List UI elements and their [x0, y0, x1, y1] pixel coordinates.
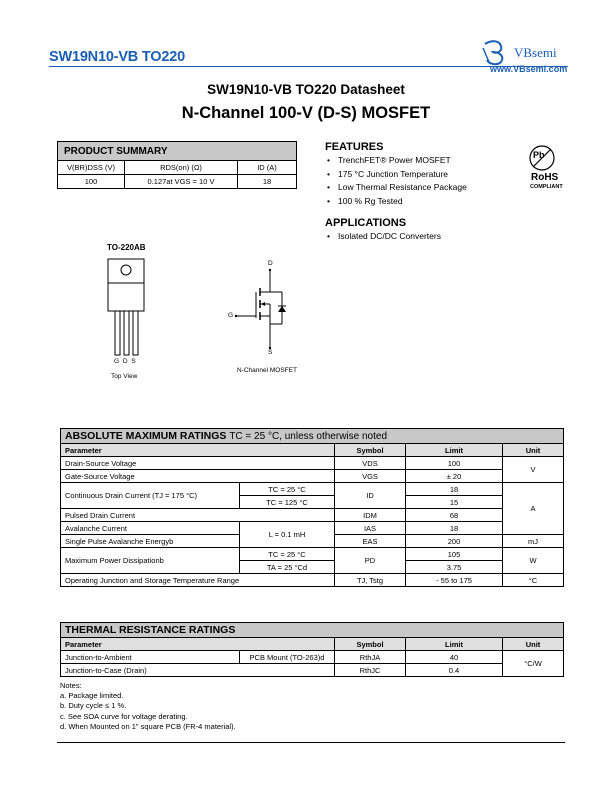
- to220-package-icon: [107, 258, 147, 358]
- row-limit: 18: [406, 522, 503, 535]
- schematic-g-label: G: [228, 312, 234, 319]
- row-condition: TC = 25 °C: [240, 483, 335, 496]
- row-symbol: RthJA: [335, 651, 406, 664]
- row-limit: 3.75: [406, 561, 503, 574]
- feature-item: • Low Thermal Resistance Package: [325, 182, 467, 196]
- table-row: [61, 457, 564, 470]
- row-limit: ± 20: [406, 470, 503, 483]
- row-unit: W: [503, 548, 564, 574]
- amr-heading-cond: TC = 25 °C, unless otherwise noted: [229, 431, 388, 442]
- row-param: Junction-to-Case (Drain): [61, 664, 335, 677]
- n-channel-mosfet-symbol-icon: [234, 268, 294, 350]
- application-item: • Isolated DC/DC Converters: [325, 231, 441, 245]
- schematic-d-label: D: [268, 260, 273, 267]
- row-symbol: TJ, Tstg: [335, 574, 406, 587]
- table-row: [61, 470, 564, 483]
- row-limit: 0.4: [406, 664, 503, 677]
- row-param: Continuous Drain Current (TJ = 175 °C): [61, 483, 240, 509]
- ps-vbr: 100: [58, 175, 125, 189]
- table-row: [61, 574, 564, 587]
- logo-url[interactable]: www.VBsemi.com: [490, 64, 568, 74]
- product-summary-table: [57, 141, 297, 189]
- row-symbol: VGS: [335, 470, 406, 483]
- schematic-caption: N-Channel MOSFET: [237, 367, 297, 374]
- amr-heading: ABSOLUTE MAXIMUM RATINGS: [65, 430, 227, 442]
- features-list: [325, 155, 467, 209]
- schematic-s-label: S: [268, 349, 273, 356]
- feature-item: • 175 °C Junction Temperature: [325, 169, 467, 183]
- note-item: d. When Mounted on 1" square PCB (FR-4 material).: [60, 721, 236, 731]
- row-limit: 40: [406, 651, 503, 664]
- row-condition: TC = 125 °C: [240, 496, 335, 509]
- row-param: Drain-Source Voltage: [61, 457, 335, 470]
- ps-col-vbr: V(BR)DSS (V): [58, 161, 125, 175]
- trr-heading: THERMAL RESISTANCE RATINGS: [61, 623, 564, 638]
- row-param: Single Pulse Avalanche Energyb: [61, 535, 240, 548]
- trr-col-symbol: Symbol: [335, 638, 406, 651]
- note-item: a. Package limited.: [60, 691, 124, 701]
- row-limit: 100: [406, 457, 503, 470]
- trr-col-limit: Limit: [406, 638, 503, 651]
- row-limit: 68: [406, 509, 503, 522]
- trr-col-parameter: Parameter: [61, 638, 335, 651]
- ps-rds: 0.127at VGS = 10 V: [125, 175, 238, 189]
- row-symbol: PD: [335, 548, 406, 574]
- package-label: TO-220AB: [107, 243, 146, 252]
- row-param: Gate-Source Voltage: [61, 470, 335, 483]
- ps-id: 18: [238, 175, 297, 189]
- rohs-sublabel: COMPLIANT: [530, 184, 563, 190]
- row-limit: 200: [406, 535, 503, 548]
- row-param: Maximum Power Dissipationb: [61, 548, 240, 574]
- footer-rule: [57, 742, 565, 743]
- amr-col-parameter: Parameter: [61, 444, 335, 457]
- row-param: Junction-to-Ambient: [61, 651, 240, 664]
- row-unit: mJ: [503, 535, 564, 548]
- table-row: [61, 522, 564, 535]
- row-symbol: VDS: [335, 457, 406, 470]
- ps-col-rds: RDS(on) (Ω): [125, 161, 238, 175]
- trr-col-unit: Unit: [503, 638, 564, 651]
- row-symbol: RthJC: [335, 664, 406, 677]
- table-row: [61, 651, 564, 664]
- table-row: [61, 483, 564, 496]
- row-limit: - 55 to 175: [406, 574, 503, 587]
- absolute-max-ratings-table: [60, 428, 564, 587]
- row-unit: °C/W: [503, 651, 564, 677]
- applications-heading: APPLICATIONS: [325, 217, 407, 229]
- row-param: Operating Junction and Storage Temperature Range: [61, 574, 335, 587]
- row-condition: L = 0.1 mH: [240, 522, 335, 548]
- row-condition: TC = 25 °C: [240, 548, 335, 561]
- row-symbol: ID: [335, 483, 406, 509]
- row-symbol: IDM: [335, 509, 406, 522]
- row-unit: °C: [503, 574, 564, 587]
- amr-col-limit: Limit: [406, 444, 503, 457]
- doc-header-title: SW19N10-VB TO220: [49, 49, 185, 65]
- row-symbol: IAS: [335, 522, 406, 535]
- table-row: [61, 548, 564, 561]
- doc-subtitle: N-Channel 100-V (D-S) MOSFET: [181, 104, 431, 122]
- doc-title: SW19N10-VB TO220 Datasheet: [207, 82, 405, 97]
- amr-col-symbol: Symbol: [335, 444, 406, 457]
- notes: [60, 681, 236, 732]
- vbsemi-logo-icon: [481, 38, 515, 66]
- row-limit: 105: [406, 548, 503, 561]
- notes-heading: Notes:: [60, 681, 82, 690]
- note-item: b. Duty cycle ≤ 1 %.: [60, 701, 127, 711]
- thermal-resistance-table: [60, 622, 564, 677]
- row-param: Pulsed Drain Current: [61, 509, 335, 522]
- features-heading: FEATURES: [325, 141, 384, 153]
- row-condition: PCB Mount (TO-263)d: [240, 651, 335, 664]
- row-limit: 15: [406, 496, 503, 509]
- table-row: [61, 509, 564, 522]
- note-item: c. See SOA curve for voltage derating.: [60, 711, 188, 721]
- ps-col-id: ID (A): [238, 161, 297, 175]
- feature-item: • TrenchFET® Power MOSFET: [325, 155, 467, 169]
- row-unit: V: [503, 457, 564, 483]
- logo-text: VBsemi: [514, 45, 557, 60]
- row-condition: TA = 25 °Cd: [240, 561, 335, 574]
- row-param: Avalanche Current: [61, 522, 240, 535]
- applications-list: [325, 231, 441, 245]
- table-row: [61, 664, 564, 677]
- pb-badge-text: Pb: [533, 150, 545, 160]
- row-limit: 18: [406, 483, 503, 496]
- package-view: Top View: [111, 373, 138, 380]
- rohs-label: RoHS: [531, 172, 559, 183]
- row-unit: A: [503, 483, 564, 535]
- amr-col-unit: Unit: [503, 444, 564, 457]
- package-pins: G D S: [114, 358, 137, 365]
- feature-item: • 100 % Rg Tested: [325, 196, 467, 210]
- row-symbol: EAS: [335, 535, 406, 548]
- product-summary-heading: PRODUCT SUMMARY: [58, 142, 297, 161]
